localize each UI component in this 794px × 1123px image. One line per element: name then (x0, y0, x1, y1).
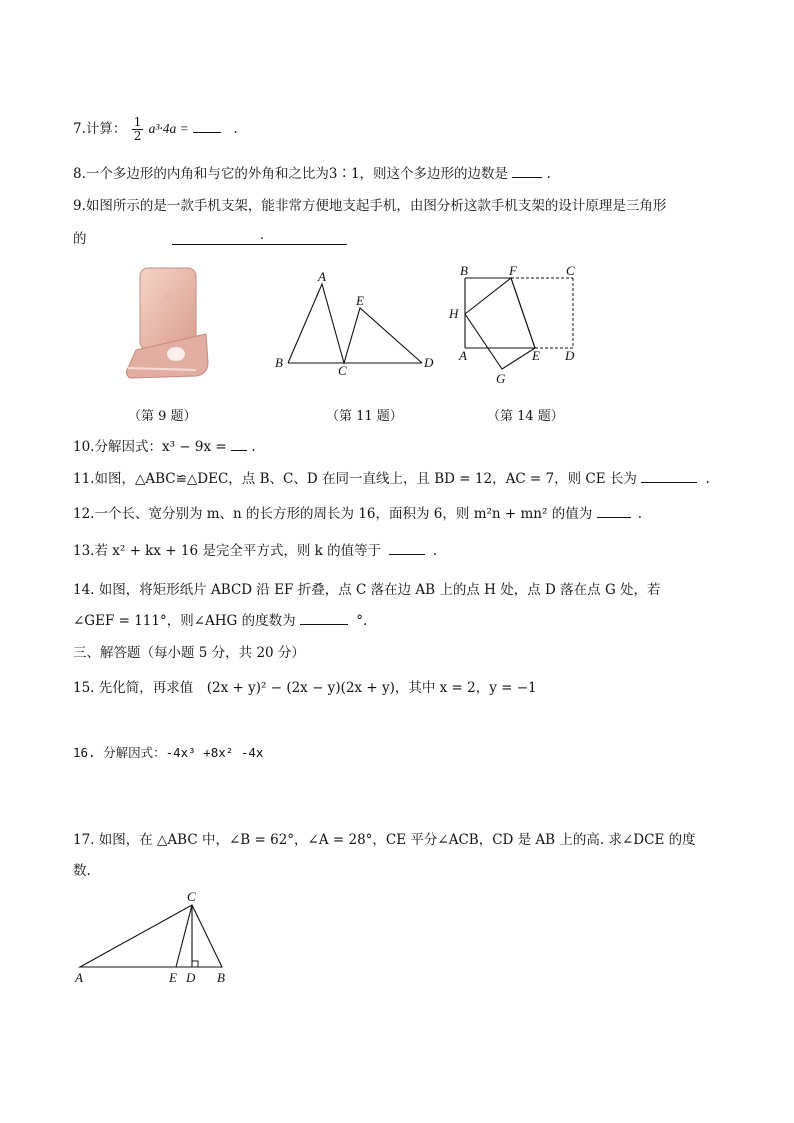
figure-17 (70, 886, 240, 988)
fig14-label-F: F (509, 263, 517, 278)
q7-fraction (132, 116, 144, 143)
caption-q14: （第 14 题） (487, 409, 564, 424)
fig17-label-C: C (187, 889, 196, 904)
q10-answer-blank[interactable] (231, 436, 247, 451)
question-8 (73, 163, 551, 184)
q7-frac-den: 2 (133, 129, 142, 143)
question-14-line-2 (73, 610, 367, 631)
q12-text: 12.一个长、宽分别为 m、n 的长方形的周长为 16，面积为 6，则 m²n + mn² 的值为 (73, 506, 593, 522)
q12-answer-blank[interactable] (597, 503, 631, 518)
fig11-label-B: B (275, 355, 283, 370)
question-11 (73, 468, 710, 489)
q8-answer-blank[interactable] (512, 163, 542, 178)
fig17-label-A: A (75, 970, 83, 985)
fig14-label-C: C (566, 263, 575, 278)
apple-logo-icon (164, 292, 172, 300)
q8-end: . (546, 166, 551, 182)
question-12 (73, 503, 642, 524)
question-9-line-2 (73, 229, 87, 249)
q9-answer-blank[interactable] (172, 228, 347, 245)
question-15 (73, 678, 537, 698)
q13-text: 13.若 x² + kx + 16 是完全平方式，则 k 的值等于 (73, 543, 382, 559)
section3-title-text: 三、解答题（每小题 5 分，共 20 分） (73, 645, 305, 661)
q15-text: 15. 先化简，再求值 (2x + y)² − (2x − y)(2x + y)，其中 x = 2，y = −1 (73, 680, 537, 696)
question-13 (73, 540, 437, 561)
fig14-label-D: D (565, 348, 575, 363)
fig17-label-E: E (169, 970, 177, 985)
question-9-line-1 (73, 196, 666, 216)
q17-line2: 数. (73, 863, 91, 879)
q9-line2: 的 (73, 231, 87, 247)
question-17-line-2 (73, 861, 91, 881)
question-10 (73, 436, 256, 457)
q11-answer-blank[interactable] (641, 468, 697, 483)
caption-q9: （第 9 题） (128, 409, 197, 424)
fig14-label-G: G (496, 371, 506, 386)
q16-text: 16. 分解因式：-4x³ +8x² -4x (73, 745, 264, 760)
q14-answer-blank[interactable] (300, 610, 348, 625)
section-3-title (73, 643, 305, 663)
fig11-label-D: D (424, 355, 434, 370)
q14-line1: 14. 如图，将矩形纸片 ABCD 沿 EF 折叠，点 C 落在边 AB 上的点 H 处，点 D 落在点 G 处，若 (73, 582, 661, 598)
fig14-label-A: A (459, 348, 467, 363)
q7-answer-blank[interactable] (193, 118, 221, 133)
q7-expression: a³·4a = (148, 121, 189, 136)
question-14-line-1 (73, 580, 661, 600)
q9-line1: 9.如图所示的是一款手机支架，能非常方便地支起手机，由图分析这款手机支架的设计原理是三角形 (73, 198, 667, 214)
fig14-label-E: E (532, 348, 540, 363)
q14-line2: ∠GEF = 111°，则∠AHG 的度数为 (73, 613, 296, 629)
phone-stand-figure (118, 262, 218, 384)
q13-answer-blank[interactable] (389, 540, 425, 555)
q8-text: 8.一个多边形的内角和与它的外角和之比为3∶1，则这个多边形的边数是 (73, 166, 509, 182)
q17-line1: 17. 如图，在 △ABC 中，∠B = 62°，∠A = 28°，CE 平分∠ACB，CD 是 AB 上的高. 求∠DCE 的度 (73, 832, 696, 848)
fig11-label-C: C (338, 363, 347, 378)
fig17-label-B: B (217, 970, 225, 985)
q7-prefix: 7.计算： (73, 121, 127, 137)
fig11-label-E: E (356, 293, 364, 308)
question-17-line-1 (73, 830, 696, 850)
q10-end: . (251, 439, 256, 455)
q12-end: . (637, 506, 643, 522)
q7-frac-num: 1 (133, 115, 142, 129)
question-16 (73, 743, 263, 763)
fig14-label-B: B (460, 263, 468, 278)
q10-text: 10.分解因式：x³ − 9x = (73, 439, 227, 455)
q11-end: . (705, 471, 710, 487)
q14-end: °. (356, 613, 368, 629)
fig14-label-H: H (449, 306, 459, 321)
question-7 (73, 116, 238, 143)
figure-14 (445, 262, 595, 387)
fig17-label-D: D (186, 970, 196, 985)
q13-end: . (432, 543, 437, 559)
q11-text: 11.如图，△ABC≌△DEC，点 B、C、D 在同一直线上，且 BD = 12，AC = 7，则 CE 长为 (73, 471, 637, 487)
caption-q11: （第 11 题） (326, 409, 403, 424)
q7-end: . (233, 121, 238, 137)
figure-11 (268, 270, 438, 380)
fig11-label-A: A (318, 270, 326, 284)
q9-blank-dot: . (260, 228, 265, 243)
